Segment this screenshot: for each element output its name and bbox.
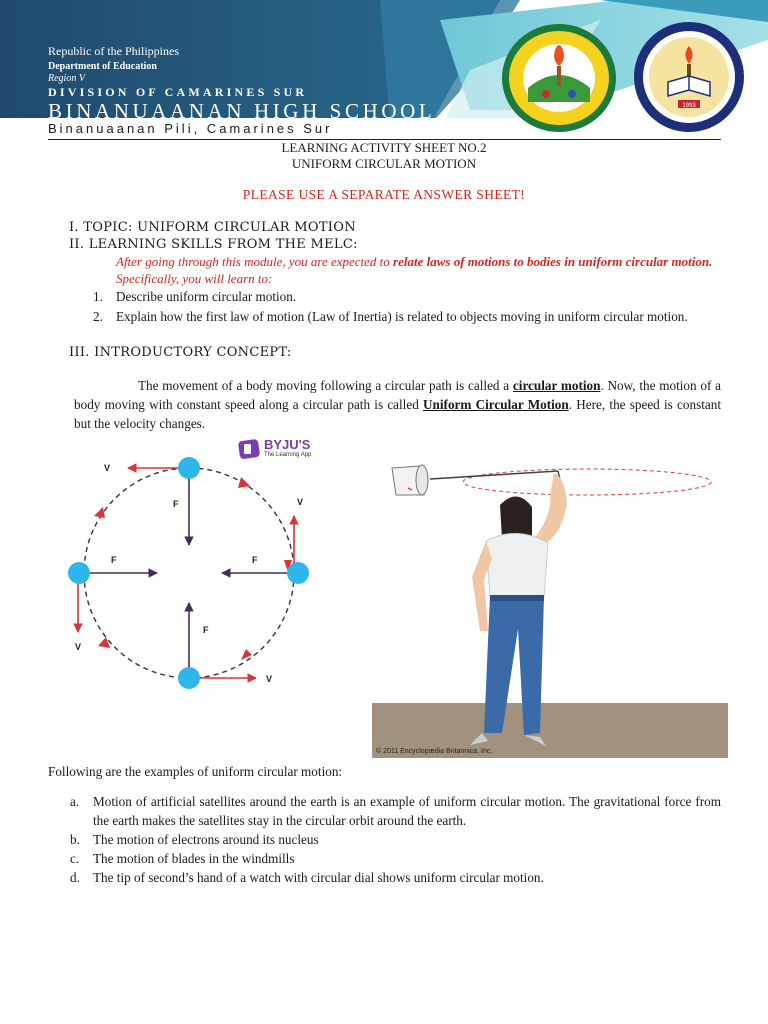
intro-paragraph: [74, 376, 721, 433]
item-text: The tip of second’s hand of a watch with circular dial shows uniform circular motion.: [93, 870, 544, 885]
objective-list: [93, 287, 706, 326]
rope: [430, 471, 558, 479]
ucm-diagram: [60, 450, 330, 700]
list-item: [93, 287, 706, 306]
division-office-logo: [500, 22, 618, 134]
item-number: 1.: [93, 289, 103, 304]
bucket-swing-illustration: [372, 455, 728, 758]
item-text: Explain how the first law of motion (Law of Inertia) is related to objects moving in uniform circular motion.: [116, 309, 688, 324]
intro-heading: III. INTRODUCTORY CONCEPT:: [69, 345, 292, 360]
skills-heading: II. LEARNING SKILLS FROM THE MELC:: [69, 237, 358, 252]
skills-intro-c: Specifically, you will learn to:: [116, 271, 273, 286]
item-mark: d.: [70, 870, 80, 885]
item-text: The motion of blades in the windmills: [93, 851, 295, 866]
force-label: F: [252, 555, 258, 565]
velocity-label: V: [104, 463, 111, 473]
department-text: Department of Education: [48, 61, 157, 72]
path-arrowhead: [98, 637, 110, 648]
velocity-label: V: [75, 642, 82, 652]
list-item: [70, 868, 721, 887]
bucket: [392, 465, 428, 495]
force-label: F: [111, 555, 117, 565]
velocity-label: V: [266, 674, 273, 684]
paragraph-text: The movement of a body moving following a circular path is called a: [138, 378, 513, 393]
answer-sheet-notice: PLEASE USE A SEPARATE ANSWER SHEET!: [242, 187, 526, 202]
force-label: F: [173, 499, 179, 509]
moving-object: [68, 562, 90, 584]
force-label: F: [203, 625, 209, 635]
sheet-subtitle: UNIFORM CIRCULAR MOTION: [291, 156, 477, 171]
path-arrowhead: [238, 477, 250, 488]
skills-intro: [116, 253, 721, 287]
moving-object: [287, 562, 309, 584]
item-mark: a.: [70, 794, 80, 809]
item-number: 2.: [93, 309, 103, 324]
list-item: [70, 792, 721, 830]
item-mark: c.: [70, 851, 80, 866]
moving-object: [178, 457, 200, 479]
logo-year: 1993: [682, 103, 696, 109]
header-banner: [0, 0, 768, 142]
item-text: Motion of artificial satellites around the earth is an example of uniform circular motion. The gravitational force from the earth makes the satellites stay in the circular orbit around the earth.: [93, 794, 721, 828]
photo-credit: © 2011 Encyclopædia Britannica, Inc.: [376, 748, 493, 755]
term-circular-motion: circular motion: [512, 378, 601, 393]
path-arrowhead: [94, 507, 105, 518]
examples-list: [70, 792, 721, 887]
division-text: DIVISION OF CAMARINES SUR: [48, 85, 308, 99]
examples-lead: Following are the examples of uniform circular motion:: [48, 764, 343, 779]
term-uniform-circular-motion: Uniform Circular Motion: [423, 397, 569, 412]
byjus-brand: BYJU'S: [264, 437, 311, 452]
item-mark: b.: [70, 832, 80, 847]
paragraph-text: . Here, the speed is constant but the velocity changes.: [74, 397, 721, 431]
list-item: [70, 849, 721, 868]
byjus-tagline: The Learning App: [264, 452, 312, 458]
list-item: [70, 830, 721, 849]
item-text: Describe uniform circular motion.: [116, 289, 297, 304]
school-location: Binanuaanan Pili, Camarines Sur: [48, 121, 333, 136]
republic-text: Republic of the Philippines: [48, 44, 179, 58]
school-name: BINANUAANAN HIGH SCHOOL: [48, 99, 436, 119]
sheet-title: LEARNING ACTIVITY SHEET NO.2: [281, 140, 487, 155]
region-text: Region V: [48, 73, 85, 84]
paragraph-text: . Now, the motion of a body moving with constant speed along a circular path is called: [74, 378, 721, 412]
topic-heading: I. TOPIC: UNIFORM CIRCULAR MOTION: [69, 220, 356, 235]
list-item: [93, 307, 706, 326]
orbit-path: [463, 469, 711, 495]
velocity-label: V: [297, 497, 304, 507]
skills-intro-b: relate laws of motions to bodies in uniform circular motion.: [393, 254, 713, 269]
item-text: The motion of electrons around its nucleus: [93, 832, 319, 847]
school-logo: [632, 20, 746, 134]
skills-intro-a: After going through this module, you are expected to: [116, 254, 394, 269]
moving-object: [178, 667, 200, 689]
